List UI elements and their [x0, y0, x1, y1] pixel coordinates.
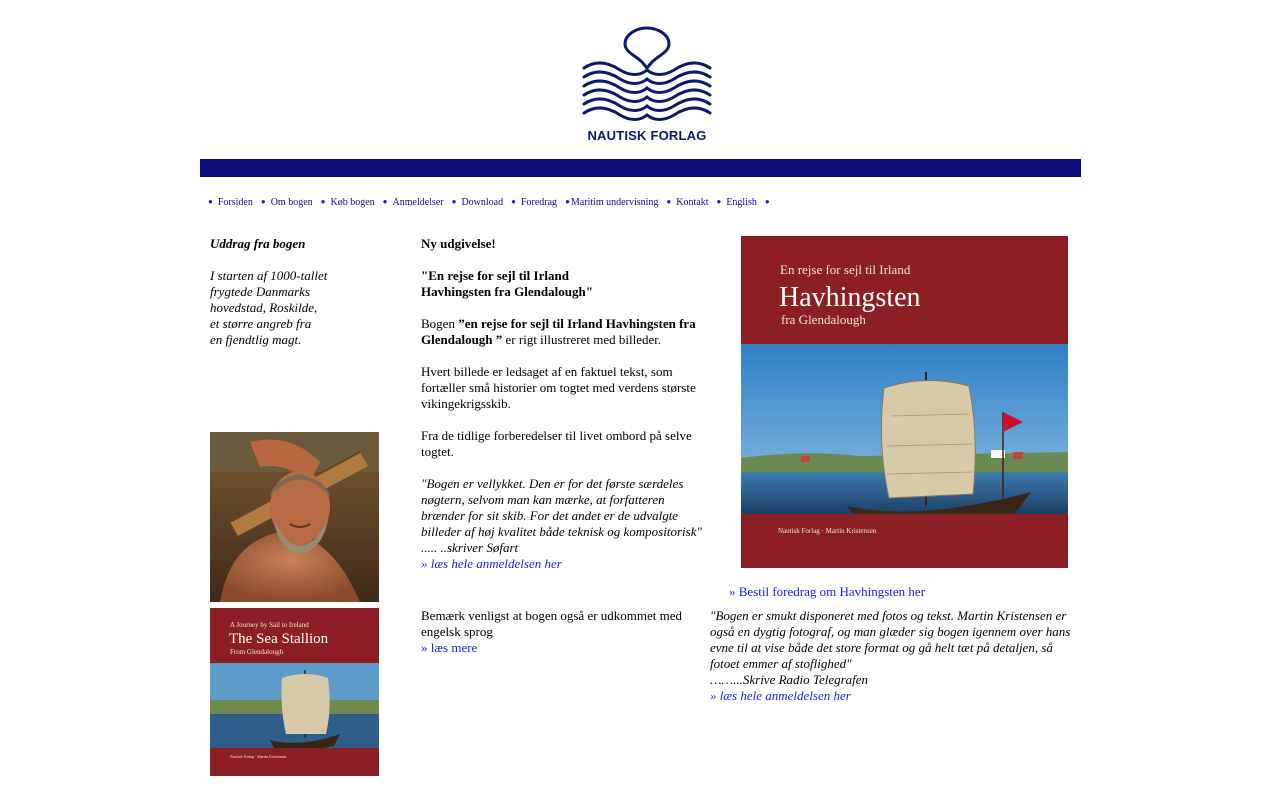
nav-om-bogen[interactable]: Om bogen [270, 196, 313, 208]
small-cover-footer: Nautisk Forlag · Martin Kristensen [230, 754, 287, 759]
nav-download[interactable]: Download [461, 196, 504, 208]
excerpt-line: I starten af 1000-tallet [210, 268, 328, 283]
bullet-icon: ● [451, 197, 457, 206]
review-quote: "Bogen er vellykket. Den er for det første særdeles nøgtern, selvom man kan mærke, at forfatteren brænder for sit skib. For det andet er de udvalgte billeder af høj kvalitet både teknisk og kompositorisk" [421, 476, 702, 539]
big-cover-subtitle: En rejse for sejl til Irland [780, 262, 911, 277]
nav-kontakt[interactable]: Kontakt [676, 196, 709, 208]
excerpt-heading: Uddrag fra bogen [210, 236, 306, 251]
bullet-icon: ● [382, 197, 388, 206]
bullet-icon: ● [666, 197, 672, 206]
excerpt-line: en fjendtlig magt. [210, 332, 302, 347]
bullet-icon: ● [208, 197, 213, 206]
bullet-icon: ● [260, 197, 266, 206]
nav-foredrag[interactable]: Foredrag [520, 196, 558, 208]
small-cover-from: From Glendalough [230, 648, 284, 656]
review-source: ..... ..skriver Søfart [421, 540, 519, 555]
nav-maritim-undervisning[interactable]: Maritim undervisning [570, 196, 659, 208]
book-title-line2: Havhingsten fra Glendalough" [421, 284, 593, 299]
book-excerpt [210, 236, 400, 348]
bullet-icon: ● [764, 197, 770, 206]
nav-english[interactable]: English [726, 196, 757, 208]
book-lecture-link[interactable]: » Bestil foredrag om Havhingsten her [729, 584, 926, 599]
description-paragraph: Fra de tidlige forberedelser til livet ombord på selve togtet. [421, 428, 692, 459]
logo-wordmark: NAUTISK FORLAG [587, 128, 707, 143]
bullet-icon: ● [511, 197, 516, 206]
description-paragraph: Hvert billede er ledsaget af en faktuel tekst, som fortæller små historier om togtet med verdens største vikingekrigsskib. [421, 364, 696, 411]
intro-book-name: ”en rejse for sejl til Irland Havhingsten fra Glendalough ” [421, 316, 696, 347]
read-full-review-link[interactable]: » læs hele anmeldelsen her [710, 688, 851, 703]
big-cover-from: fra Glendalough [781, 312, 866, 327]
nav-anmeldelser[interactable]: Anmeldelser [392, 196, 444, 208]
main-navigation [208, 195, 770, 209]
read-more-link[interactable]: » læs mere [421, 640, 478, 655]
nav-koeb-bogen[interactable]: Køb bogen [330, 196, 375, 208]
review-quote: "Bogen er smukt disponeret med fotos og tekst. Martin Kristensen er også en dygtig fotograf, og man glæder sig bogen igennem over hans evne til at vise både det store format og gå helt tæt på detaljen, så fotoet emmer af stoflighed" [710, 608, 1071, 671]
review-source: ……...Skrive Radio Telegrafen [710, 672, 869, 687]
book-title-line1: "En rejse for sejl til Irland [421, 268, 569, 283]
small-cover-subtitle: A Journey by Sail to Ireland [230, 621, 309, 629]
lecture-booking [729, 584, 925, 600]
danish-book-cover[interactable] [741, 236, 1068, 568]
sailor-photo [210, 432, 379, 602]
english-book-cover[interactable] [210, 608, 379, 776]
radio-review [710, 608, 1072, 704]
nav-forsiden[interactable]: Forsiden [217, 196, 253, 208]
book-description [421, 236, 707, 572]
intro-prefix: Bogen [421, 316, 459, 331]
read-full-review-link[interactable]: » læs hele anmeldelsen her [421, 556, 562, 571]
english-edition-text: Bemærk venligst at bogen også er udkommet med engelsk sprog [421, 608, 683, 639]
excerpt-line: hovedstad, Roskilde, [210, 300, 318, 315]
bullet-icon: ● [320, 197, 326, 206]
english-edition-note [421, 608, 691, 656]
excerpt-line: et større angreb fra [210, 316, 312, 331]
small-cover-title: The Sea Stallion [229, 631, 329, 647]
intro-suffix: er rigt illustreret med billeder. [502, 332, 662, 347]
big-cover-title: Havhingsten [779, 282, 921, 313]
big-cover-footer: Nautisk Forlag · Martin Kristensen [778, 527, 877, 535]
header-bar [200, 159, 1081, 177]
bullet-icon: ● [716, 197, 722, 206]
wave-book-logo-icon [582, 26, 712, 126]
bullet-icon: ● [565, 197, 570, 206]
new-release-heading: Ny udgivelse! [421, 236, 496, 251]
excerpt-line: frygtede Danmarks [210, 284, 311, 299]
